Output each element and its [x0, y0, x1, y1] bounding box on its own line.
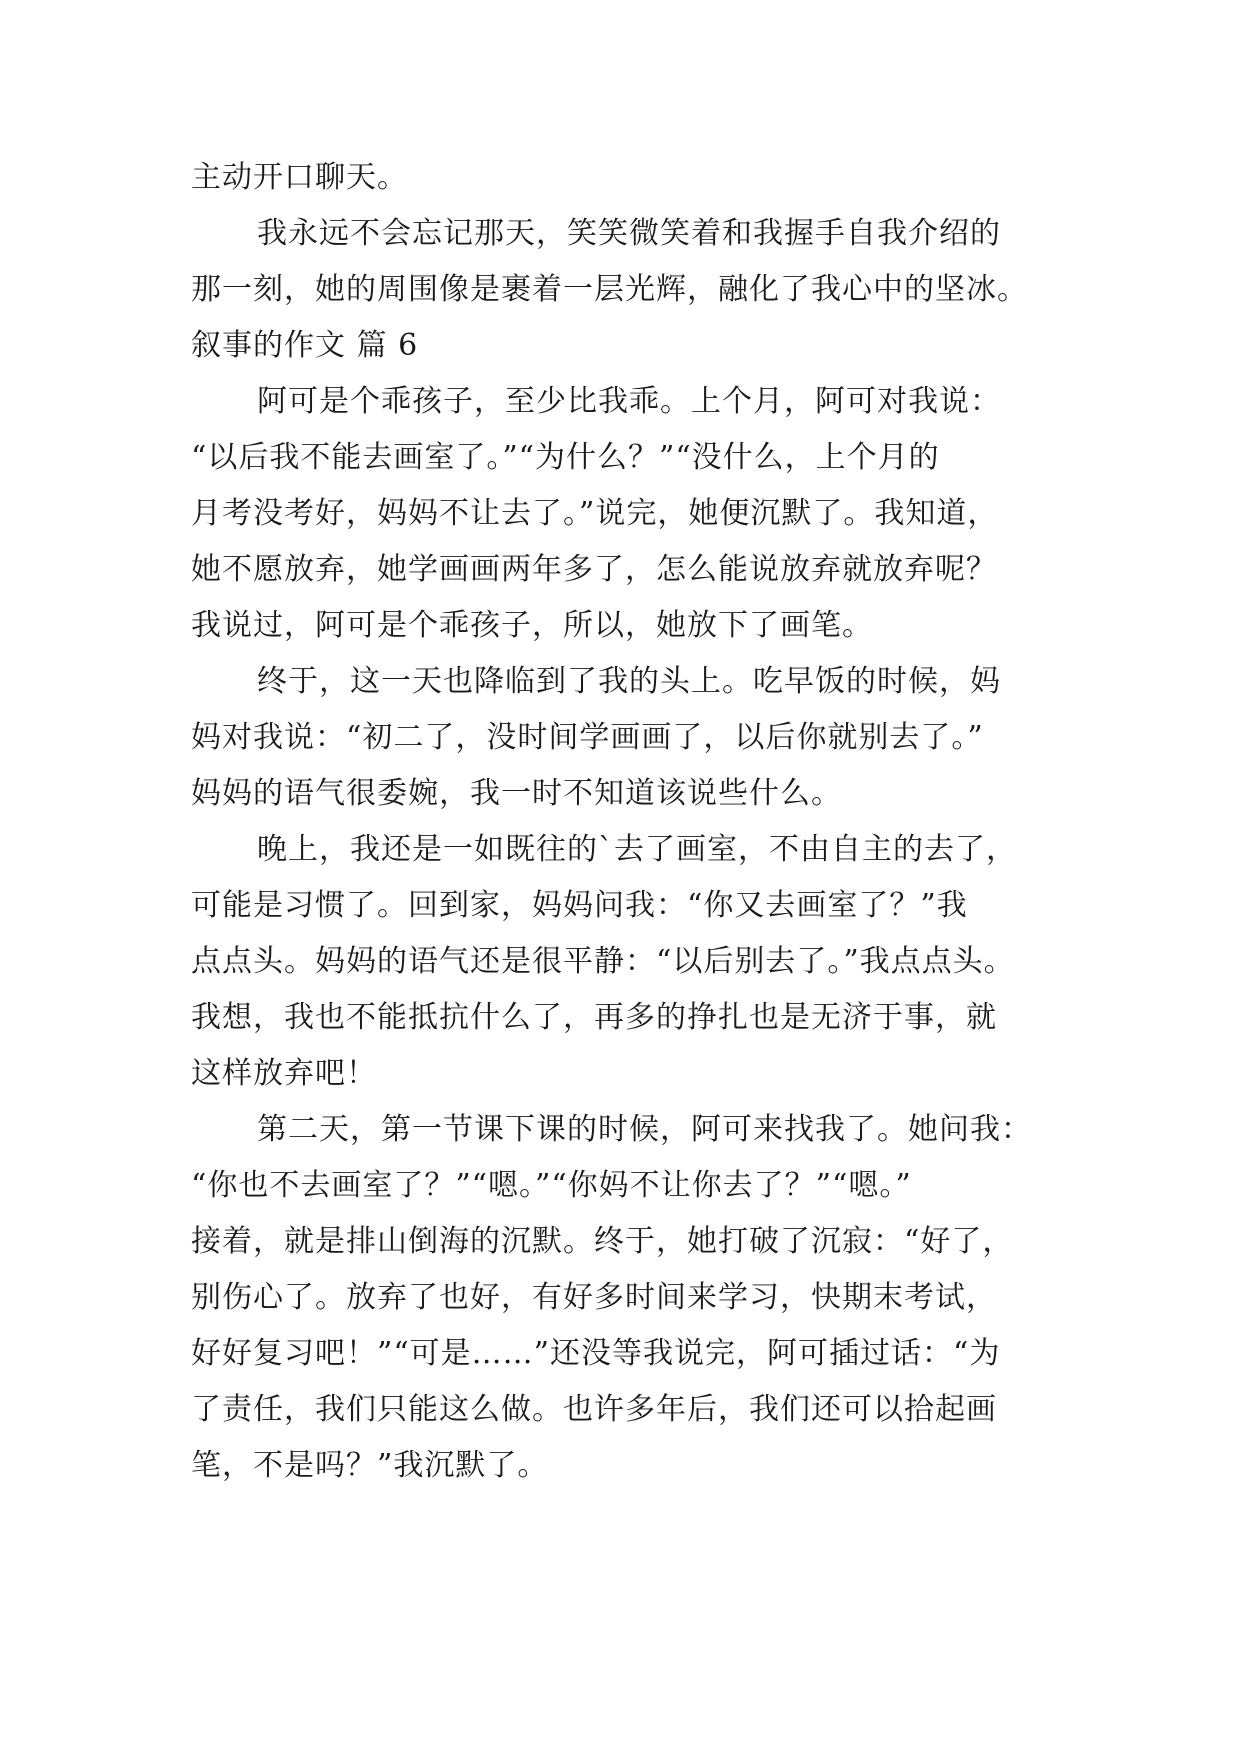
text-line: 点点头。妈妈的语气还是很平静：“以后别去了。”我点点头。: [191, 944, 1015, 979]
section-heading: 叙事的作文 篇 6: [191, 328, 419, 363]
text-line: 终于，这一天也降临到了我的头上。吃早饭的时候，妈: [257, 664, 1001, 699]
text-line: 这样放弃吧！: [191, 1056, 377, 1091]
text-line: 妈妈的语气很委婉，我一时不知道该说些什么。: [191, 776, 842, 811]
text-line: 妈对我说：“初二了，没时间学画画了，以后你就别去了。”: [191, 720, 984, 755]
text-line: 好好复习吧！”“可是……”还没等我说完，阿可插过话：“为: [191, 1336, 1001, 1371]
text-line: 接着，就是排山倒海的沉默。终于，她打破了沉寂：“好了，: [191, 1224, 1014, 1259]
text-line: 她不愿放弃，她学画画两年多了，怎么能说放弃就放弃呢？: [191, 552, 997, 587]
text-line: “你也不去画室了？”“嗯。”“你妈不让你去了？”“嗯。”: [191, 1168, 912, 1203]
text-line: 别伤心了。放弃了也好，有好多时间来学习，快期末考试，: [191, 1280, 997, 1315]
text-line: 阿可是个乖孩子，至少比我乖。上个月，阿可对我说：: [257, 384, 1001, 419]
text-line: “以后我不能去画室了。”“为什么？”“没什么，上个月的: [191, 440, 940, 475]
text-line: 第二天，第一节课下课的时候，阿可来找我了。她问我：: [257, 1112, 1032, 1147]
text-line: 我想，我也不能抵抗什么了，再多的挣扎也是无济于事，就: [191, 1000, 997, 1035]
text-line: 晚上，我还是一如既往的`去了画室，不由自主的去了，: [257, 832, 1017, 867]
text-line: 可能是习惯了。回到家，妈妈问我：“你又去画室了？”我: [191, 888, 968, 923]
text-line: 我说过，阿可是个乖孩子，所以，她放下了画笔。: [191, 608, 873, 643]
text-line: 那一刻，她的周围像是裹着一层光辉，融化了我心中的坚冰。: [191, 272, 1028, 307]
text-line: 我永远不会忘记那天，笑笑微笑着和我握手自我介绍的: [257, 216, 1001, 251]
text-line: 主动开口聊天。: [191, 160, 408, 195]
text-line: 笔，不是吗？”我沉默了。: [191, 1448, 549, 1483]
text-line: 了责任，我们只能这么做。也许多年后，我们还可以拾起画: [191, 1392, 997, 1427]
text-line: 月考没考好，妈妈不让去了。”说完，她便沉默了。我知道，: [191, 496, 999, 531]
